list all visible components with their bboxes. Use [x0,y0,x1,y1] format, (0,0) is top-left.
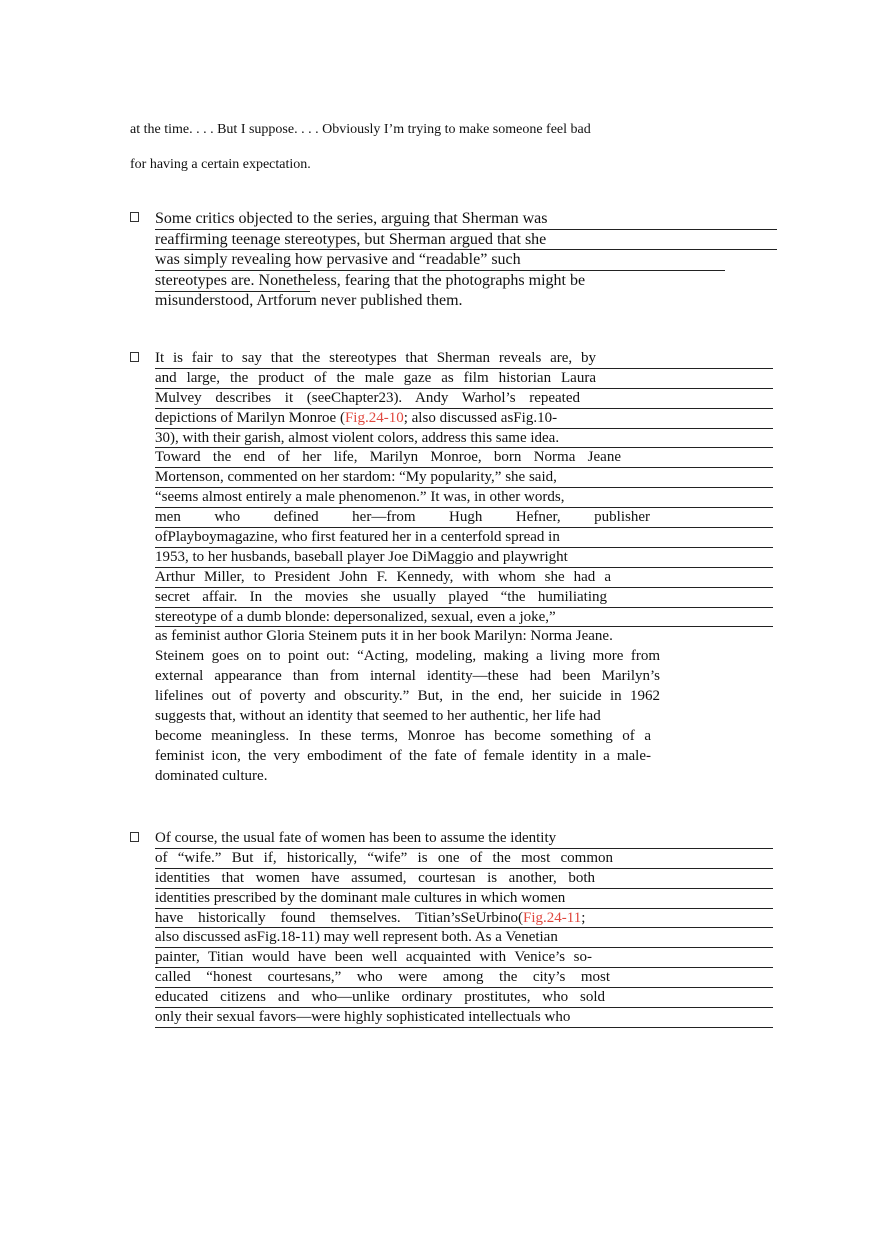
line-text: men who defined her—from Hugh Hefner, publisher [155,509,650,526]
text-line: as feminist author Gloria Steinem puts it in her book Marilyn: Norma Jeane. [155,628,613,645]
text-line: only their sexual favors—were highly sophisticated intellectuals who [155,1008,773,1028]
text-line [155,409,773,429]
text-line [155,849,773,869]
text-line [155,948,773,968]
text-line [155,988,773,1008]
line-text: depictions of Marilyn Monroe ( [155,409,345,426]
text-line: Of course, the usual fate of women has been to assume the identity [155,829,773,849]
line-text: stereotypes are. Nonetheless, fearing that the photographs might be [155,271,310,292]
text-line [155,448,773,468]
bullet-box-icon [130,212,139,222]
text-line: Mortenson, commented on her stardom: “My popularity,” she said, [155,468,773,488]
text-line [155,271,780,292]
text-line [155,389,773,409]
line-text: Arthur Miller, to President John F. Kennedy, with whom she had a [155,568,611,585]
text-line: feminist icon, the very embodiment of the fate of female identity in a male- [155,747,651,764]
text-line [155,869,773,889]
text-line [155,369,773,389]
text-line: misunderstood, Artforum never published them. [155,292,463,309]
text-line: reaffirming teenage stereotypes, but Sherman argued that she [155,230,777,251]
intro-line-1: at the time. . . . But I suppose. . . . Obviously I’m trying to make someone feel bad [130,122,591,137]
text-line: 1953, to her husbands, baseball player Joe DiMaggio and playwright [155,548,773,568]
text-line [155,968,773,988]
text-line [155,588,773,608]
line-text: have historically found themselves. Titian’sSeUrbino( [155,909,523,926]
text-line: 30), with their garish, almost violent colors, address this same idea. [155,429,773,449]
text-line: “seems almost entirely a male phenomenon.” It was, in other words, [155,488,773,508]
bullet-box-icon [130,832,139,842]
line-text: painter, Titian would have been well acquainted with Venice’s so- [155,949,592,966]
line-text: of “wife.” But if, historically, “wife” is one of the most common [155,849,613,866]
line-text: and large, the product of the male gaze as film historian Laura [155,369,596,386]
bullet-box-icon [130,352,139,362]
text-line: ofPlayboymagazine, who first featured her in a centerfold spread in [155,528,773,548]
line-text: was simply revealing how pervasive and “readable” such [155,251,521,268]
text-line [155,349,773,369]
text-line: become meaningless. In these terms, Monroe has become something of a [155,727,651,744]
text-line [155,508,773,528]
line-text: ; also discussed asFig.10- [403,409,558,426]
text-line: Some critics objected to the series, arguing that Sherman was [155,209,777,230]
line-text: ; [581,909,586,926]
text-line: external appearance than from internal identity—these had been Marilyn’s [155,668,660,685]
text-line [155,909,773,929]
line-text: secret affair. In the movies she usually played “the humiliating [155,588,607,605]
text-line [155,568,773,588]
text-line: also discussed asFig.18-11) may well represent both. As a Venetian [155,928,773,948]
line-text: called “honest courtesans,” who were among the city’s most [155,969,610,986]
text-line [155,250,725,271]
line-text: Mulvey describes it (seeChapter23). Andy Warhol’s repeated [155,389,580,406]
text-line: dominated culture. [155,767,268,784]
text-line: stereotype of a dumb blonde: depersonalized, sexual, even a joke,” [155,608,773,628]
text-line: identities prescribed by the dominant male cultures in which women [155,889,773,909]
text-line: Steinem goes on to point out: “Acting, modeling, making a living more from [155,648,660,665]
text-line: suggests that, without an identity that seemed to her authentic, her life had [155,708,601,725]
line-text: It is fair to say that the stereotypes that Sherman reveals are, by [155,350,596,366]
figure-link[interactable]: Fig.24-10 [344,409,404,426]
line-text: Toward the end of her life, Marilyn Monroe, born Norma Jeane [155,449,621,466]
figure-link[interactable]: Fig.24-11 [523,909,582,926]
intro-line-2: for having a certain expectation. [130,157,311,172]
text-line: lifelines out of poverty and obscurity.” But, in the end, her suicide in 1962 [155,688,660,705]
line-text: identities that women have assumed, courtesan is another, both [155,869,595,886]
line-text: educated citizens and who—unlike ordinary prostitutes, who sold [155,989,605,1006]
